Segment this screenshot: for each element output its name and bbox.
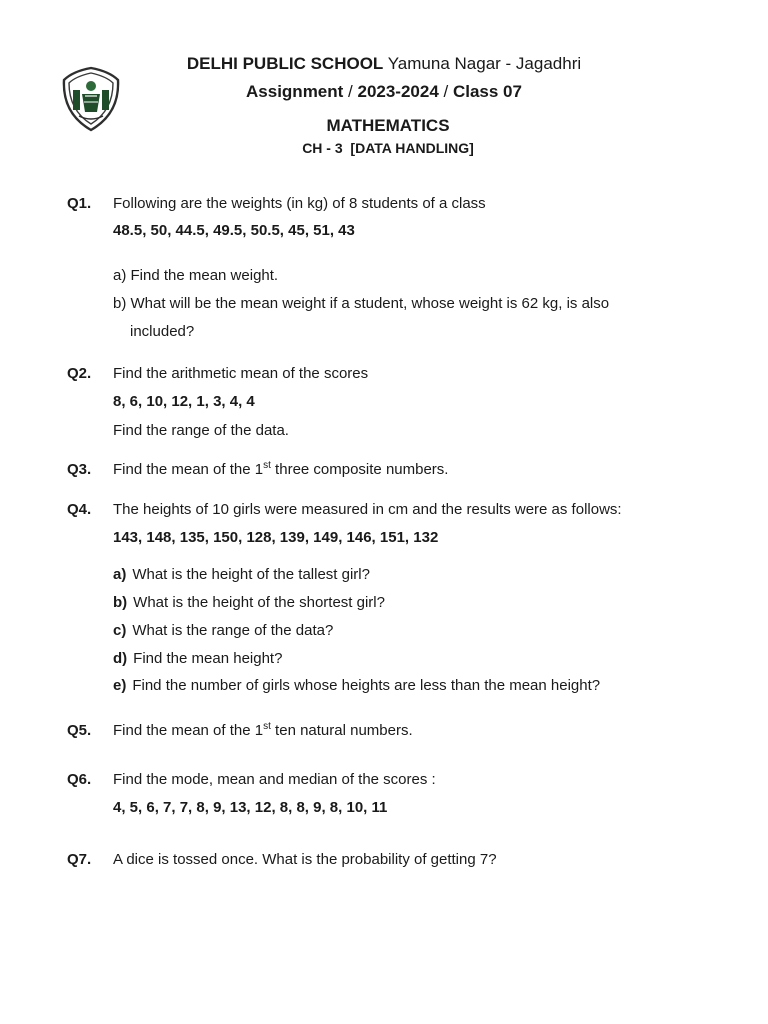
part-text: What is the height of the shortest girl? xyxy=(133,594,385,611)
question-part: b) What will be the mean weight if a student, whose weight is 62 kg, is also xyxy=(113,295,610,312)
part-label: b) xyxy=(113,594,128,611)
assignment-label: Assignment xyxy=(246,82,344,101)
question-text: Find the range of the data. xyxy=(113,422,289,439)
question-part xyxy=(113,650,282,667)
question-data: 143, 148, 135, 150, 128, 139, 149, 146, 151, 132 xyxy=(113,529,439,546)
question-part-continued: included? xyxy=(130,323,195,340)
question-text: Find the arithmetic mean of the scores xyxy=(113,365,369,382)
question-data: 8, 6, 10, 12, 1, 3, 4, 4 xyxy=(113,393,255,410)
part-label: c) xyxy=(113,622,127,639)
session: 2023-2024 xyxy=(357,82,439,101)
question-number: Q4. xyxy=(67,501,92,518)
question-number: Q2. xyxy=(67,365,92,382)
part-label: d) xyxy=(113,650,128,667)
question-part xyxy=(113,622,333,639)
chapter-title: CH - 3 [DATA HANDLING] xyxy=(302,140,474,156)
question-data: 48.5, 50, 44.5, 49.5, 50.5, 45, 51, 43 xyxy=(113,222,355,239)
question-number: Q7. xyxy=(67,851,92,868)
part-text: Find the number of girls whose heights are less than the mean height? xyxy=(132,677,601,694)
part-label: e) xyxy=(113,677,127,694)
separator: / xyxy=(438,82,453,101)
question-text: A dice is tossed once. What is the probability of getting 7? xyxy=(113,851,497,868)
part-text: What is the range of the data? xyxy=(132,622,334,639)
question-text: Find the mode, mean and median of the scores : xyxy=(113,771,436,788)
question-data: 4, 5, 6, 7, 7, 8, 9, 13, 12, 8, 8, 9, 8, 10, 11 xyxy=(113,799,388,816)
subject-title: MATHEMATICS xyxy=(326,116,450,135)
part-text: Find the mean height? xyxy=(133,650,283,667)
question-text: The heights of 10 girls were measured in cm and the results were as follows: xyxy=(113,501,622,518)
question-part xyxy=(113,677,600,694)
question-part xyxy=(113,594,385,611)
school-location: Yamuna Nagar - Jagadhri xyxy=(387,54,582,73)
school-name-bold: DELHI PUBLIC SCHOOL xyxy=(186,54,384,73)
ordinal-suffix: st xyxy=(263,460,271,471)
assignment-line xyxy=(0,82,768,102)
question-text-post: ten natural numbers. xyxy=(270,722,413,739)
part-label: a) xyxy=(113,566,127,583)
question-text-pre: Find the mean of the 1 xyxy=(113,722,264,739)
question-part xyxy=(113,566,370,583)
question-text xyxy=(113,461,448,478)
part-text: What is the height of the tallest girl? xyxy=(132,566,370,583)
question-part: a) Find the mean weight. xyxy=(113,267,279,284)
class-label: Class 07 xyxy=(452,82,522,101)
question-number: Q6. xyxy=(67,771,92,788)
school-name xyxy=(0,54,768,74)
question-number: Q1. xyxy=(67,195,92,212)
question-text xyxy=(113,722,413,739)
question-text-pre: Find the mean of the 1 xyxy=(113,461,264,478)
separator: / xyxy=(343,82,358,101)
question-number: Q5. xyxy=(67,722,92,739)
ordinal-suffix: st xyxy=(263,721,271,732)
question-text: Following are the weights (in kg) of 8 students of a class xyxy=(113,195,486,212)
question-number: Q3. xyxy=(67,461,92,478)
question-text-post: three composite numbers. xyxy=(270,461,449,478)
